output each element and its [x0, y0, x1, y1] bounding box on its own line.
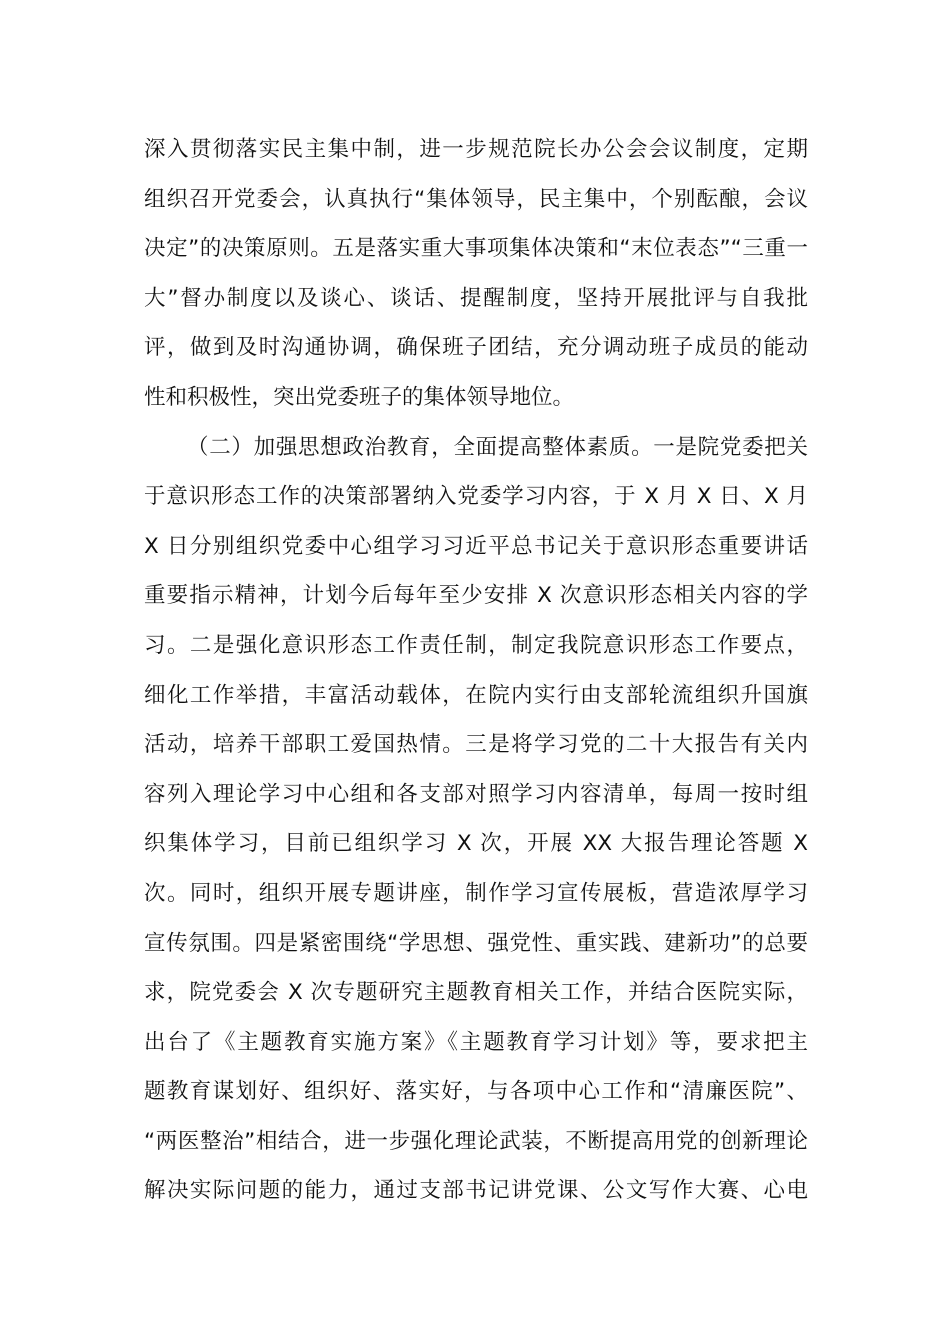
- text-line: 决定”的决策原则。五是落实重大事项集体决策和“末位表态”“三重一: [144, 236, 808, 262]
- text-line: 评，做到及时沟通协调，确保班子团结，充分调动班子成员的能动: [144, 335, 808, 361]
- text-line: 次。同时，组织开展专题讲座，制作学习宣传展板，营造浓厚学习: [144, 880, 808, 906]
- text-line: 组织召开党委会，认真执行“集体领导，民主集中，个别酝酿，会议: [144, 186, 808, 212]
- section-heading-line: （二）加强思想政治教育，全面提高整体素质。一是院党委把关: [187, 434, 808, 460]
- text-line: 习。二是强化意识形态工作责任制，制定我院意识形态工作要点，: [144, 632, 808, 658]
- text-line: 活动，培养干部职工爱国热情。三是将学习党的二十大报告有关内: [144, 732, 808, 758]
- text-line: 织集体学习，目前已组织学习 X 次，开展 XX 大报告理论答题 X: [144, 831, 808, 857]
- text-line: 解决实际问题的能力，通过支部书记讲党课、公文写作大赛、心电: [144, 1178, 808, 1204]
- text-line: “两医整治”相结合，进一步强化理论武装，不断提高用党的创新理论: [144, 1128, 808, 1154]
- text-line: 重要指示精神，计划今后每年至少安排 X 次意识形态相关内容的学: [144, 583, 808, 609]
- text-line: 宣传氛围。四是紧密围绕“学思想、强党性、重实践、建新功”的总要: [144, 930, 808, 956]
- text-line: 求，院党委会 X 次专题研究主题教育相关工作，并结合医院实际，: [144, 980, 808, 1006]
- text-line: 容列入理论学习中心组和各支部对照学习内容清单，每周一按时组: [144, 781, 808, 807]
- text-line: 深入贯彻落实民主集中制，进一步规范院长办公会会议制度，定期: [144, 137, 808, 162]
- document-body: [144, 125, 808, 1216]
- text-line: X 日分别组织党委中心组学习习近平总书记关于意识形态重要讲话: [144, 533, 808, 559]
- text-line: 大”督办制度以及谈心、谈话、提醒制度，坚持开展批评与自我批: [144, 285, 808, 311]
- text-line: 细化工作举措，丰富活动载体，在院内实行由支部轮流组织升国旗: [144, 682, 808, 708]
- text-line: 性和积极性，突出党委班子的集体领导地位。: [144, 384, 575, 410]
- text-line: 于意识形态工作的决策部署纳入党委学习内容，于 X 月 X 日、X 月: [144, 484, 808, 510]
- text-line: 出台了《主题教育实施方案》《主题教育学习计划》等，要求把主: [144, 1029, 808, 1055]
- text-line: 题教育谋划好、组织好、落实好，与各项中心工作和“清廉医院”、: [144, 1079, 808, 1105]
